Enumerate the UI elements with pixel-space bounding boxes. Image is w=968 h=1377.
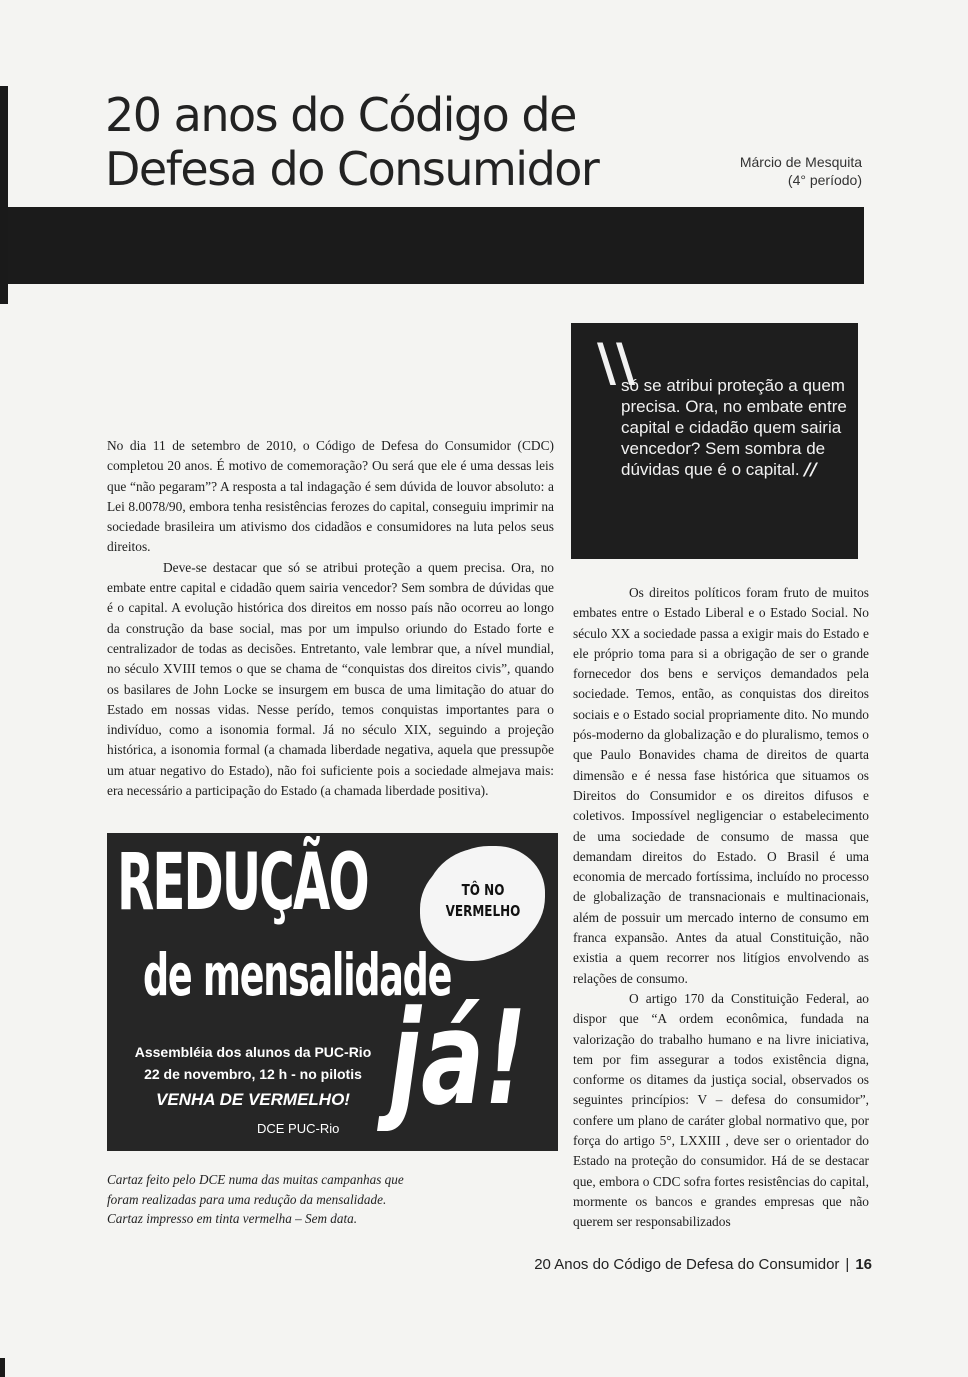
pull-quote-body: só se atribui proteção a quem precisa. Ora, no embate entre capital e cidadão quem sairia vencedor? Sem sombra de dúvidas que é o capital. bbox=[621, 376, 847, 479]
poster-headline: REDUÇÃO bbox=[117, 838, 368, 928]
paragraph: No dia 11 de setembro de 2010, o Código de Defesa do Consumidor (CDC) completou 20 anos. É motivo de comemoração? Ou será que ele é uma dessas leis que “não pegaram”? A resposta a tal indagação é sem dúvida de louvor absoluto: a Lei 8.0078/90, embora tenha resistências ferozes do capital, conseguiu imprimir na sociedade brasileira um ativismo dos cidadãos e consumidores na luta pelos seus direitos. bbox=[107, 438, 554, 555]
splat-line-2: VERMELHO bbox=[445, 902, 521, 920]
poster-info-line-1: Assembléia dos alunos da PUC-Rio bbox=[134, 1044, 372, 1060]
poster-exclamation: já! bbox=[389, 982, 527, 1134]
poster-signature: DCE PUC-Rio bbox=[257, 1121, 340, 1136]
header-band bbox=[8, 207, 864, 284]
poster-event-info bbox=[133, 1041, 373, 1113]
splat-text bbox=[437, 880, 530, 922]
poster-call-to-action: VENHA DE VERMELHO! bbox=[156, 1090, 350, 1109]
author-period: (4° período) bbox=[787, 172, 862, 188]
pull-quote-text bbox=[621, 375, 849, 481]
campaign-poster bbox=[107, 833, 558, 1151]
right-column bbox=[573, 583, 869, 1233]
pull-quote bbox=[571, 323, 858, 559]
poster-subheadline: de mensalidade bbox=[143, 941, 452, 1009]
poster-caption: Cartaz feito pelo DCE numa das muitas campanhas que foram realizadas para uma redução da mensalidade. Cartaz impresso em tinta vermelha – Sem data. bbox=[107, 1172, 404, 1226]
paragraph: O artigo 170 da Constituição Federal, ao dispor que “A ordem econômica, fundada na valorização do trabalho humano e na livre iniciativa, tem por fim assegurar a todos existência digna, conforme os ditames da justiça social, observados os seguintes princípios: V – defesa do consumidor”, confere um plano de caráter global normativo que, por força do artigo 5°, LXXIII , deve ser o orientador do Estado na proteção do consumidor. Há de se destacar que, embora o CDC sofra fortes resistências do capital, mormente os bancos e grandes empresas que não querem ser responsabilizados bbox=[573, 990, 869, 1230]
binding-mark bbox=[0, 1358, 5, 1377]
article-title bbox=[105, 88, 665, 196]
page-number: 16 bbox=[855, 1256, 872, 1273]
author-name: Márcio de Mesquita bbox=[739, 154, 862, 170]
paragraph: Deve-se destacar que só se atribui proteção a quem precisa. Ora, no embate entre capital e cidadão quem sairia vencedor? Sem sombra de dúvidas que é o capital. A evolução histórica dos direitos em nosso país não ocorreu ao longo da construção da base social, mas por um impulso oriundo do Estado forte e centralizador de todas as decisões. Entretanto, vale lembrar que, a nível mundial, no século XVIII temos o que se chama de “conquistas dos direitos civis”, quando os basilares de John Locke se insurgem em busca de uma limitação do atuar do Estado em nossas vidas. Nesse perído, temos conquistas importantes para o indivíduo, como a isonomia formal. Já no século XIX, seguindo a projeção histórica, a isonomia formal (a chamada liberdade negativa, aquela que pressupõe um atuar negativo do Estado), não foi suficiente pois a sociedade almejava mais: era necessário a participação do Estado (a chamada liberdade positiva). bbox=[107, 559, 554, 799]
left-column bbox=[107, 436, 554, 801]
title-line-2: Defesa do Consumidor bbox=[105, 142, 599, 196]
footer-separator: | bbox=[845, 1256, 850, 1273]
author-byline bbox=[700, 153, 862, 189]
title-line-1: 20 anos do Código de bbox=[105, 88, 576, 142]
quote-open-mark: \\ bbox=[597, 333, 635, 393]
binding-mark bbox=[0, 86, 8, 304]
quote-close-mark: // bbox=[804, 460, 817, 480]
splat-line-1: TÔ NO bbox=[461, 881, 505, 899]
page-footer bbox=[430, 1256, 872, 1273]
running-title: 20 Anos do Código de Defesa do Consumidor bbox=[534, 1256, 840, 1273]
poster-info-line-2: 22 de novembro, 12 h - no pilotis bbox=[144, 1066, 362, 1082]
paragraph: Os direitos políticos foram fruto de muitos embates entre o Estado Liberal e o Estado Social. No século XX a sociedade passa a exigir mais do Estado e ele próprio toma para si a obrigação de ser o grande fornecedor dos bens e serviços demandados pela sociedade. Temos, então, as conquistas dos direitos sociais e o Estado social propriamente dito. No mundo pós-moderno da globalização e do pluralismo, temos o que Paulo Bonavides chama de direitos de quarta dimensão e é nessa fase histórica que situamos os Direitos do Consumidor e os direitos difusos e coletivos. Impossível negligenciar o estabelecimento de uma sociedade de consumo de massa que demandam direitos do Estado. O Brasil é uma economia de mercado fortíssima, incluído no processo de globalização de transnacionais e multinacionais, além de possuir um mercado interno de consumo em franca expansão. Antes da atual Constituição, não existia a quem recorrer nos litígios envolvendo as relações de consumo. bbox=[573, 585, 869, 986]
